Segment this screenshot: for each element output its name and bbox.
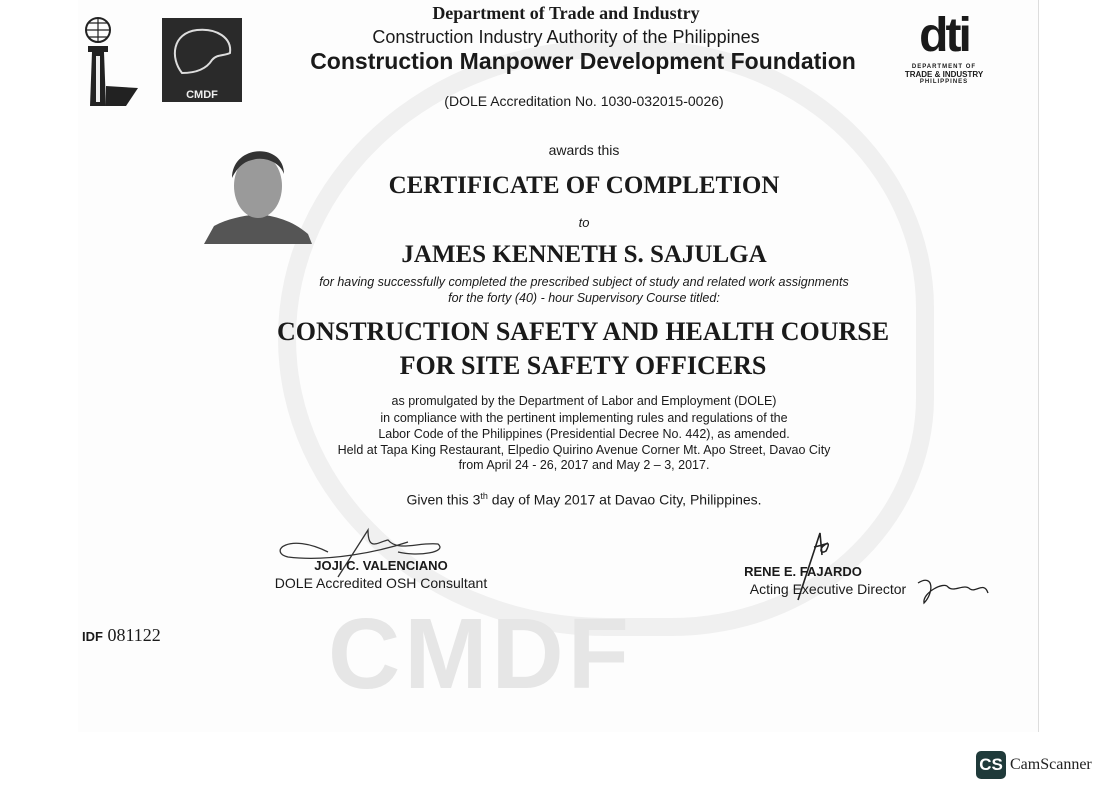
header-dept: Department of Trade and Industry	[432, 3, 700, 23]
reason-line1: for having successfully completed the prescribed subject of study and related work assignments	[319, 275, 849, 289]
course-title-line2: FOR SITE SAFETY OFFICERS	[399, 351, 767, 380]
recipient-name: JAMES KENNETH S. SAJULGA	[401, 241, 767, 268]
given-date	[78, 491, 1090, 508]
header-authority: Construction Industry Authority of the Philippines	[372, 27, 760, 47]
initials-signature	[914, 573, 994, 614]
paragraph-line2: in compliance with the pertinent implementing rules and regulations of the	[380, 411, 788, 425]
dti-sub3: PHILIPPINES	[919, 79, 969, 85]
paragraph-line1: as promulgated by the Department of Labor and Employment (DOLE)	[391, 394, 777, 408]
signatory-2-name: RENE E. FAJARDO	[744, 564, 862, 579]
given-post: day of May 2017 at Davao City, Philippines.	[487, 491, 762, 508]
paragraph-line3: Labor Code of the Philippines (Presidential Decree No. 442), as amended.	[378, 427, 790, 441]
watermark-text: CMDF	[328, 598, 633, 710]
awards-text: awards this	[548, 142, 620, 158]
certificate	[78, 0, 1039, 732]
signatory-2-title: Acting Executive Director	[749, 581, 907, 597]
signatory-1-name: JOJI C. VALENCIANO	[314, 558, 448, 573]
serial-prefix: IDF	[82, 629, 103, 644]
serial-value: 081122	[107, 625, 161, 645]
course-title-line1: CONSTRUCTION SAFETY AND HEALTH COURSE	[276, 317, 890, 346]
header-foundation: Construction Manpower Development Foundation	[310, 48, 856, 74]
camscanner-label: CamScanner	[1010, 756, 1092, 773]
reason-line2: for the forty (40) - hour Supervisory Course titled:	[448, 291, 720, 305]
accreditation: (DOLE Accreditation No. 1030-032015-0026)	[444, 93, 724, 109]
given-sup: th	[480, 491, 488, 501]
paragraph-line5: from April 24 - 26, 2017 and May 2 – 3, 2017.	[458, 458, 710, 472]
paragraph-line4: Held at Tapa King Restaurant, Elpedio Quirino Avenue Corner Mt. Apo Street, Davao City	[337, 443, 831, 457]
dti-logo-text: dti	[919, 9, 969, 62]
dti-sub1: DEPARTMENT OF	[911, 64, 977, 70]
serial-number	[82, 625, 161, 646]
given-pre: Given this 3	[406, 491, 481, 508]
camscanner-icon: CS	[976, 751, 1006, 779]
dti-sub2: TRADE & INDUSTRY	[904, 70, 984, 79]
signatory-1-title: DOLE Accredited OSH Consultant	[274, 575, 488, 591]
camscanner-badge	[976, 751, 1092, 779]
certificate-title: CERTIFICATE OF COMPLETION	[388, 172, 780, 199]
to-text: to	[578, 215, 590, 230]
cmdf-logo-text: CMDF	[186, 89, 218, 101]
